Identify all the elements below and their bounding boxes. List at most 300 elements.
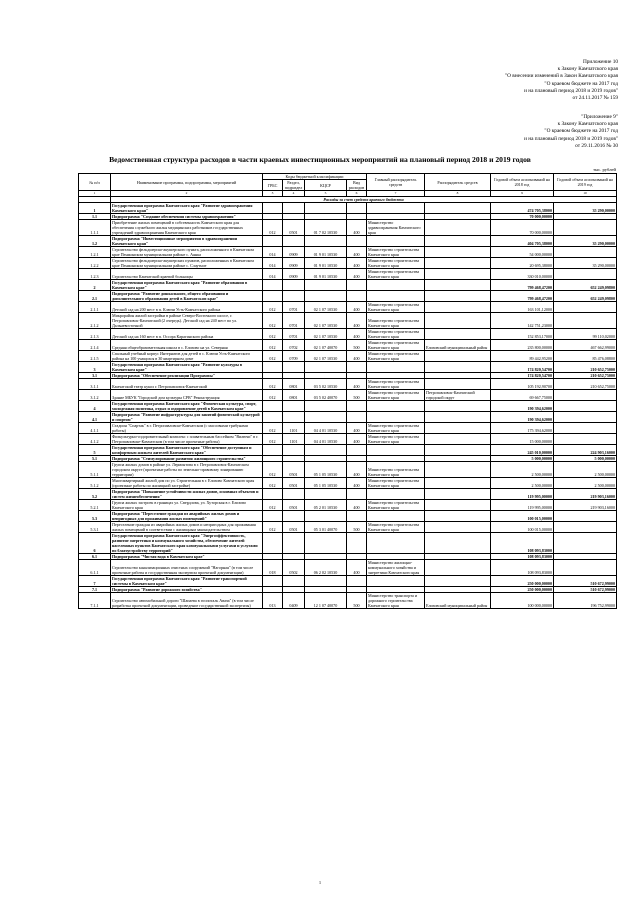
column-index-cell: 10 — [554, 191, 617, 197]
budget-table — [78, 173, 617, 609]
row-name: Строительство фельдшерско-акушерского пункта, расположенного в Камчатском крае Пенжинском муниципальном районе с. Аянка — [111, 247, 263, 258]
row-vr: 400 — [347, 478, 367, 489]
row-sum-2018: 250 000,00000 — [491, 576, 554, 587]
row-sum-2018: 119 995,00000 — [491, 489, 554, 500]
row-razdel — [283, 203, 305, 214]
row-admin: Министерство строительства Камчатского края — [367, 478, 425, 489]
header-line: "О краевом бюджете на 2017 год — [544, 128, 618, 135]
row-razdel: 0801 — [283, 379, 305, 390]
col-vr: Вид расходов — [347, 180, 367, 191]
row-sum-2019: 510 672,99000 — [554, 587, 617, 593]
row-razdel — [283, 533, 305, 554]
row-sum-2019 — [554, 313, 617, 329]
row-vr: 400 — [347, 462, 367, 478]
row-recipient — [425, 236, 491, 247]
col-admin: Главный распорядитель средств — [367, 174, 425, 191]
row-sum-2018: 190 394,62000 — [491, 412, 554, 423]
table-row — [79, 462, 617, 478]
row-sum-2019: 35 290,00000 — [554, 258, 617, 269]
row-sum-2018: 174 820,54700 — [491, 373, 554, 379]
row-recipient — [425, 500, 491, 511]
row-admin: Министерство строительства Камчатского края — [367, 247, 425, 258]
row-sum-2018: 235 800,00000 — [491, 340, 554, 351]
row-ksr — [305, 236, 347, 247]
row-sum-2019 — [554, 560, 617, 576]
row-vr: 400 — [347, 500, 367, 511]
table-row — [79, 445, 617, 456]
row-ksr: 01 9 01 10530 — [305, 247, 347, 258]
row-razdel: 0501 — [283, 462, 305, 478]
appendix-header-original — [524, 114, 618, 150]
row-admin: Министерство строительства Камчатского края — [367, 379, 425, 390]
section-title: Расходы за счет средств краевого бюджета — [111, 197, 617, 203]
table-row — [79, 423, 617, 434]
row-vr — [347, 533, 367, 554]
row-sum-2019: 224 903,16000 — [554, 445, 617, 456]
row-name: Здание МБУК "Городской дом культуры СРВ" Реконструкция — [111, 390, 263, 401]
table-row — [79, 522, 617, 533]
row-sum-2019: 652 249,09800 — [554, 280, 617, 291]
header-line: и на плановый период 2018 и 2019 годов" — [524, 87, 618, 94]
row-name: Группа жилых домов в районе ул. Лермонтова в г. Петропавловск-Камчатском городском округе (проектные работы по земельно-правовому зонированию территории) — [111, 462, 263, 478]
row-razdel: 1101 — [283, 423, 305, 434]
row-name: Переселение граждан из аварийных жилых домов и непригодных для проживания жилых помещений в соответствии с жилищным законодательством — [111, 522, 263, 533]
row-grbs — [263, 236, 283, 247]
row-sum-2019: 210 652,75000 — [554, 362, 617, 373]
row-name: Подпрограмма "Создание обеспечения системы здравоохранения" — [111, 214, 263, 220]
row-sum-2018: 105 192,90700 — [491, 379, 554, 390]
row-name: Государственная программа Камчатского края "Развитие здравоохранения Камчатского края" — [111, 203, 263, 214]
row-sum-2018: 799 468,47200 — [491, 291, 554, 302]
column-index-cell: 9 — [491, 191, 554, 197]
row-ksr — [305, 362, 347, 373]
row-name: Средняя общеобразовательная школа в с. Елизово на ул. Северная — [111, 340, 263, 351]
row-grbs: 012 — [263, 379, 283, 390]
row-sum-2019 — [554, 390, 617, 401]
row-ksr: 01 7 02 10530 — [305, 220, 347, 236]
row-razdel: 0501 — [283, 220, 305, 236]
row-vr — [347, 511, 367, 522]
row-number: 1.2.2 — [79, 258, 111, 269]
row-sum-2019 — [554, 247, 617, 258]
row-ksr: 02 1 07 10530 — [305, 351, 347, 362]
row-number: 1.1.1 — [79, 220, 111, 236]
row-grbs: 012 — [263, 522, 283, 533]
header-line: "О краевом бюджете на 2017 год — [544, 80, 618, 87]
row-vr: 400 — [347, 313, 367, 329]
row-ksr: 03 5 02 10530 — [305, 379, 347, 390]
row-vr: 400 — [347, 379, 367, 390]
row-name: Подпрограмма "Развитие инфраструктуры для занятий физической культурой и спортом" — [111, 412, 263, 423]
row-vr — [347, 576, 367, 587]
row-vr: 400 — [347, 351, 367, 362]
row-ksr: 02 1 07 10530 — [305, 329, 347, 340]
row-number: 4 — [79, 401, 111, 412]
row-razdel: 0501 — [283, 500, 305, 511]
row-sum-2018: 330 010,00000 — [491, 269, 554, 280]
row-name: Подпрограмма "Развитие дорожного хозяйства" — [111, 587, 263, 593]
row-name: Подпрограмма "Обеспечение реализации Программы" — [111, 373, 263, 379]
row-sum-2019 — [554, 412, 617, 423]
row-sum-2018: 70 000,00000 — [491, 220, 554, 236]
header-line: Приложение 10 — [582, 59, 618, 65]
row-recipient — [425, 302, 491, 313]
row-name: Подпрограмма "Чистая вода в Камчатском крае" — [111, 554, 263, 560]
row-ksr: 04 4 01 10530 — [305, 434, 347, 445]
row-name: Подпрограмма "Развитие дошкольного, общего образования и дополнительного образования детей в Камчатском крае" — [111, 291, 263, 302]
row-number: 7.1.1 — [79, 593, 111, 609]
row-razdel: 0501 — [283, 478, 305, 489]
row-recipient — [425, 576, 491, 587]
row-number: 2.1.5 — [79, 351, 111, 362]
row-name: Детский сад на 200 мест в п. Ключи Усть-Камчатского района — [111, 302, 263, 313]
row-sum-2019: 85 476,08800 — [554, 351, 617, 362]
row-admin: Министерство строительства Камчатского края — [367, 390, 425, 401]
row-name: Государственная программа Камчатского края "Обеспечение доступным и комфортным жильем жителей Камчатского края" — [111, 445, 263, 456]
row-sum-2019 — [554, 220, 617, 236]
row-grbs: 012 — [263, 423, 283, 434]
row-admin: Министерство строительства Камчатского края — [367, 434, 425, 445]
row-vr — [347, 412, 367, 423]
row-razdel — [283, 401, 305, 412]
row-sum-2019 — [554, 423, 617, 434]
column-index-cell: 2 — [111, 191, 263, 197]
row-number: 6.1 — [79, 554, 111, 560]
row-grbs — [263, 362, 283, 373]
row-grbs: 012 — [263, 302, 283, 313]
row-name: Спальный учебный корпус Интернатов для детей в с. Ключи Усть-Камчатского района на 100 учащихся в 30 квартирном доме — [111, 351, 263, 362]
row-name: Подпрограмма "Инвестиционные мероприятия в здравоохранении Камчатского края" — [111, 236, 263, 247]
row-recipient — [425, 269, 491, 280]
row-vr: 400 — [347, 329, 367, 340]
row-grbs: 012 — [263, 478, 283, 489]
row-sum-2019: 2 500,00000 — [554, 478, 617, 489]
row-recipient — [425, 445, 491, 456]
page-number: 1 — [318, 880, 322, 885]
row-sum-2018: 20 695,38000 — [491, 258, 554, 269]
row-sum-2019 — [554, 302, 617, 313]
row-grbs: 012 — [263, 462, 283, 478]
table-row — [79, 478, 617, 489]
row-sum-2018: 100 015,00000 — [491, 522, 554, 533]
row-sum-2018: 142 751,23000 — [491, 313, 554, 329]
row-razdel — [283, 280, 305, 291]
table-row — [79, 236, 617, 247]
col-name: Наименование программы, подпрограммы, мероприятий — [111, 174, 263, 191]
row-admin: Министерство здравоохранения Камчатского края — [367, 220, 425, 236]
row-number: 3.1.2 — [79, 390, 111, 401]
header-line: "О внесении изменений в Закон Камчатского края — [505, 73, 618, 80]
row-vr: 400 — [347, 302, 367, 313]
row-sum-2018: 474 705,38000 — [491, 203, 554, 214]
row-admin: Министерство строительства Камчатского края — [367, 340, 425, 351]
row-recipient — [425, 329, 491, 340]
row-sum-2018: 404 705,38000 — [491, 236, 554, 247]
row-razdel: 0409 — [283, 593, 305, 609]
table-row — [79, 401, 617, 412]
row-number: 7.1 — [79, 587, 111, 593]
row-name: Строительство Камчатской краевой больницы — [111, 269, 263, 280]
row-name: Детский сад на 160 мест в п. Оссора Карагинского района — [111, 329, 263, 340]
row-sum-2019: 219 903,16000 — [554, 489, 617, 500]
row-name: Подпрограмма "Переселение граждан из аварийных жилых домов и непригодных для проживания жилых помещений" — [111, 511, 263, 522]
row-admin: Министерство строительства Камчатского края — [367, 269, 425, 280]
table-body — [79, 191, 617, 609]
row-razdel: 0702 — [283, 340, 305, 351]
row-vr: 400 — [347, 560, 367, 576]
row-sum-2018: 89 442,95200 — [491, 351, 554, 362]
row-sum-2019: 219 903,16000 — [554, 500, 617, 511]
table-row — [79, 291, 617, 302]
row-ksr — [305, 412, 347, 423]
row-grbs: 018 — [263, 560, 283, 576]
row-sum-2019: 196 752,99000 — [554, 593, 617, 609]
row-razdel — [283, 445, 305, 456]
row-number: 1.2.1 — [79, 247, 111, 258]
column-index-cell: 8 — [425, 191, 491, 197]
row-name: Государственная программа Камчатского края "Развитие образования в Камчатском крае" — [111, 280, 263, 291]
row-grbs — [263, 203, 283, 214]
col-codes-group: Коды бюджетной классификации — [263, 174, 367, 180]
row-sum-2019 — [554, 522, 617, 533]
row-sum-2018: 174 820,54700 — [491, 362, 554, 373]
row-razdel: 0909 — [283, 247, 305, 258]
row-grbs — [263, 401, 283, 412]
row-admin — [367, 280, 425, 291]
row-sum-2019: 5 000,00000 — [554, 456, 617, 462]
row-number: 3 — [79, 362, 111, 373]
row-recipient: Елизовский муниципальный район — [425, 593, 491, 609]
row-sum-2018: 119 995,00000 — [491, 500, 554, 511]
row-recipient: Елизовский муниципальный район — [425, 340, 491, 351]
row-number: 6 — [79, 533, 111, 554]
row-admin: Министерство строительства Камчатского края — [367, 351, 425, 362]
row-name: Микрорайон жилой застройки в районе Северо-Восточного шоссе, г. Петропавловск-Камчатский (2 очередь). Детский сад на 240 мест по ул. Дальневосточной — [111, 313, 263, 329]
table-row — [79, 576, 617, 587]
row-admin: Министерство транспорта и дорожного строительства Камчатского края — [367, 593, 425, 609]
row-vr — [347, 401, 367, 412]
table-row — [79, 313, 617, 329]
row-razdel: 0701 — [283, 329, 305, 340]
row-vr — [347, 280, 367, 291]
row-name: Камчатский театр кукол г. Петропавловск-Камчатский — [111, 379, 263, 390]
row-admin — [367, 291, 425, 302]
row-admin: Министерство строительства Камчатского края — [367, 313, 425, 329]
row-recipient — [425, 434, 491, 445]
row-name: Строительство фельдшерско-акушерских пунктов, расположенных в Камчатском крае Пенжинском муниципальном районе с. Слаутное — [111, 258, 263, 269]
row-recipient — [425, 203, 491, 214]
row-ksr — [305, 511, 347, 522]
document-title: Ведомственная структура расходов в части краевых инвестиционных мероприятий на плановый период 2018 и 2019 годов — [109, 155, 531, 164]
col-razdel: Раздел, подраздел — [283, 180, 305, 191]
table-row — [79, 302, 617, 313]
row-sum-2018: 15 000,00000 — [491, 434, 554, 445]
row-number: 3.1 — [79, 373, 111, 379]
row-razdel: 0909 — [283, 269, 305, 280]
row-number: 4.1.1 — [79, 423, 111, 434]
row-ksr: 04 4 01 10530 — [305, 423, 347, 434]
row-recipient — [425, 362, 491, 373]
row-number: 2.1.4 — [79, 340, 111, 351]
row-sum-2018: 108 093,83000 — [491, 533, 554, 554]
table-row — [79, 533, 617, 554]
row-razdel — [283, 362, 305, 373]
table-row — [79, 329, 617, 340]
table-row — [79, 247, 617, 258]
row-number: 2.1.1 — [79, 302, 111, 313]
row-grbs: 014 — [263, 258, 283, 269]
row-name: Подпрограмма "Стимулирование развития жилищного строительства" — [111, 456, 263, 462]
row-number: 4.1.2 — [79, 434, 111, 445]
row-number: 1.1 — [79, 214, 111, 220]
row-recipient — [425, 423, 491, 434]
row-vr: 500 — [347, 340, 367, 351]
row-ksr: 01 9 01 10530 — [305, 258, 347, 269]
row-number: 6.1.1 — [79, 560, 111, 576]
row-admin — [367, 401, 425, 412]
row-number: 5.1.1 — [79, 462, 111, 478]
row-grbs: 012 — [263, 500, 283, 511]
row-razdel: 0801 — [283, 390, 305, 401]
row-sum-2018: 245 010,00000 — [491, 445, 554, 456]
row-recipient — [425, 489, 491, 500]
row-sum-2018: 163 101,12000 — [491, 302, 554, 313]
row-admin: Министерство строительства Камчатского края — [367, 462, 425, 478]
row-sum-2019: 210 652,75000 — [554, 373, 617, 379]
row-sum-2019: 99 110,02000 — [554, 329, 617, 340]
row-ksr: 01 9 01 10530 — [305, 269, 347, 280]
row-admin: Министерство строительства Камчатского края — [367, 500, 425, 511]
header-line: и на плановый период 2018 и 2019 годов" — [524, 135, 618, 142]
row-name: Стадион "Спартак" в г. Петропавловске-Камчатском (с массовыми трибунами работы) — [111, 423, 263, 434]
table-row — [79, 379, 617, 390]
row-vr: 400 — [347, 220, 367, 236]
row-vr — [347, 445, 367, 456]
row-sum-2019: 652 249,09800 — [554, 291, 617, 302]
row-grbs — [263, 576, 283, 587]
row-sum-2018: 100 000,00000 — [491, 593, 554, 609]
col-num: № п/п — [79, 174, 111, 191]
row-ksr: 02 1 07 10530 — [305, 302, 347, 313]
row-name: Физкультурно-оздоровительный комплекс с плавательным бассейном "Вилючи" в г. Петропавловске-Камчатском (в том числе проектные работы) — [111, 434, 263, 445]
row-number: 5.3 — [79, 511, 111, 522]
table-row — [79, 258, 617, 269]
row-sum-2019 — [554, 401, 617, 412]
row-admin — [367, 576, 425, 587]
table-row — [79, 203, 617, 214]
row-grbs — [263, 511, 283, 522]
appendix-header-new — [505, 59, 618, 102]
row-grbs: 014 — [263, 247, 283, 258]
row-ksr — [305, 576, 347, 587]
unit-label: тыс. рублей — [593, 167, 616, 172]
col-grbs: ГРБС — [263, 180, 283, 191]
row-sum-2019 — [554, 269, 617, 280]
row-vr: 400 — [347, 434, 367, 445]
row-sum-2018: 108 093,83000 — [491, 560, 554, 576]
header-line: к Закону Камчатского края — [557, 121, 618, 128]
row-recipient — [425, 462, 491, 478]
row-ksr — [305, 291, 347, 302]
header-line: к Закону Камчатского края — [557, 66, 618, 73]
row-admin: Министерство строительства Камчатского края — [367, 258, 425, 269]
row-sum-2019 — [554, 511, 617, 522]
row-name: Государственная программа Камчатского края "Развитие культуры в Камчатском крае" — [111, 362, 263, 373]
row-admin: Министерство жилищно-коммунального хозяйства и энергетики Камчатского края — [367, 560, 425, 576]
row-ksr — [305, 203, 347, 214]
row-ksr: 05 3 01 40070 — [305, 522, 347, 533]
row-number: 5 — [79, 445, 111, 456]
table-row — [79, 489, 617, 500]
col-recipient: Распорядитель средств — [425, 174, 491, 191]
table-row — [79, 500, 617, 511]
row-ksr: 05 1 05 10530 — [305, 478, 347, 489]
row-razdel — [283, 489, 305, 500]
row-number: 2.1 — [79, 291, 111, 302]
header-line: от 24.11.2017 № 159 — [572, 95, 618, 102]
table-row — [79, 351, 617, 362]
row-grbs: 012 — [263, 329, 283, 340]
row-recipient — [425, 560, 491, 576]
row-recipient — [425, 401, 491, 412]
row-ksr — [305, 445, 347, 456]
row-razdel — [283, 576, 305, 587]
row-ksr — [305, 489, 347, 500]
row-number: 4.1 — [79, 412, 111, 423]
row-recipient: Петропавловск-Камчатский городской округ — [425, 390, 491, 401]
row-vr — [347, 489, 367, 500]
row-recipient — [425, 478, 491, 489]
row-grbs: 013 — [263, 593, 283, 609]
row-razdel: 1101 — [283, 434, 305, 445]
row-sum-2019: 510 672,99000 — [554, 576, 617, 587]
row-number: 5.1.2 — [79, 478, 111, 489]
table-row — [79, 434, 617, 445]
row-sum-2018: 54 000,00000 — [491, 247, 554, 258]
row-vr: 400 — [347, 423, 367, 434]
row-number: 5.2.1 — [79, 500, 111, 511]
row-name: Строительство канализационных очистных сооружений "Нагорная" (в том числе проектные работы и государственная экспертиза проектной документации) — [111, 560, 263, 576]
row-sum-2018: 2 500,00000 — [491, 478, 554, 489]
table-row — [79, 593, 617, 609]
row-sum-2018: 190 394,62000 — [491, 401, 554, 412]
row-ksr: 05 1 05 10530 — [305, 462, 347, 478]
row-sum-2019: 35 290,00000 — [554, 236, 617, 247]
table-row — [79, 269, 617, 280]
row-razdel — [283, 291, 305, 302]
row-admin — [367, 362, 425, 373]
row-grbs — [263, 533, 283, 554]
row-recipient — [425, 313, 491, 329]
row-grbs — [263, 412, 283, 423]
row-razdel: 0909 — [283, 258, 305, 269]
column-index-cell: 7 — [367, 191, 425, 197]
row-sum-2019 — [554, 434, 617, 445]
row-number: 1.2 — [79, 236, 111, 247]
row-grbs: 012 — [263, 340, 283, 351]
row-number: 2.1.3 — [79, 329, 111, 340]
table-row — [79, 340, 617, 351]
row-ksr — [305, 533, 347, 554]
row-sum-2018: 799 468,47200 — [491, 280, 554, 291]
row-recipient — [425, 351, 491, 362]
row-grbs: 012 — [263, 313, 283, 329]
header-line: "Приложение 9" — [581, 114, 618, 120]
row-number: 5.1 — [79, 456, 111, 462]
row-admin — [367, 236, 425, 247]
row-grbs — [263, 280, 283, 291]
table-row — [79, 362, 617, 373]
